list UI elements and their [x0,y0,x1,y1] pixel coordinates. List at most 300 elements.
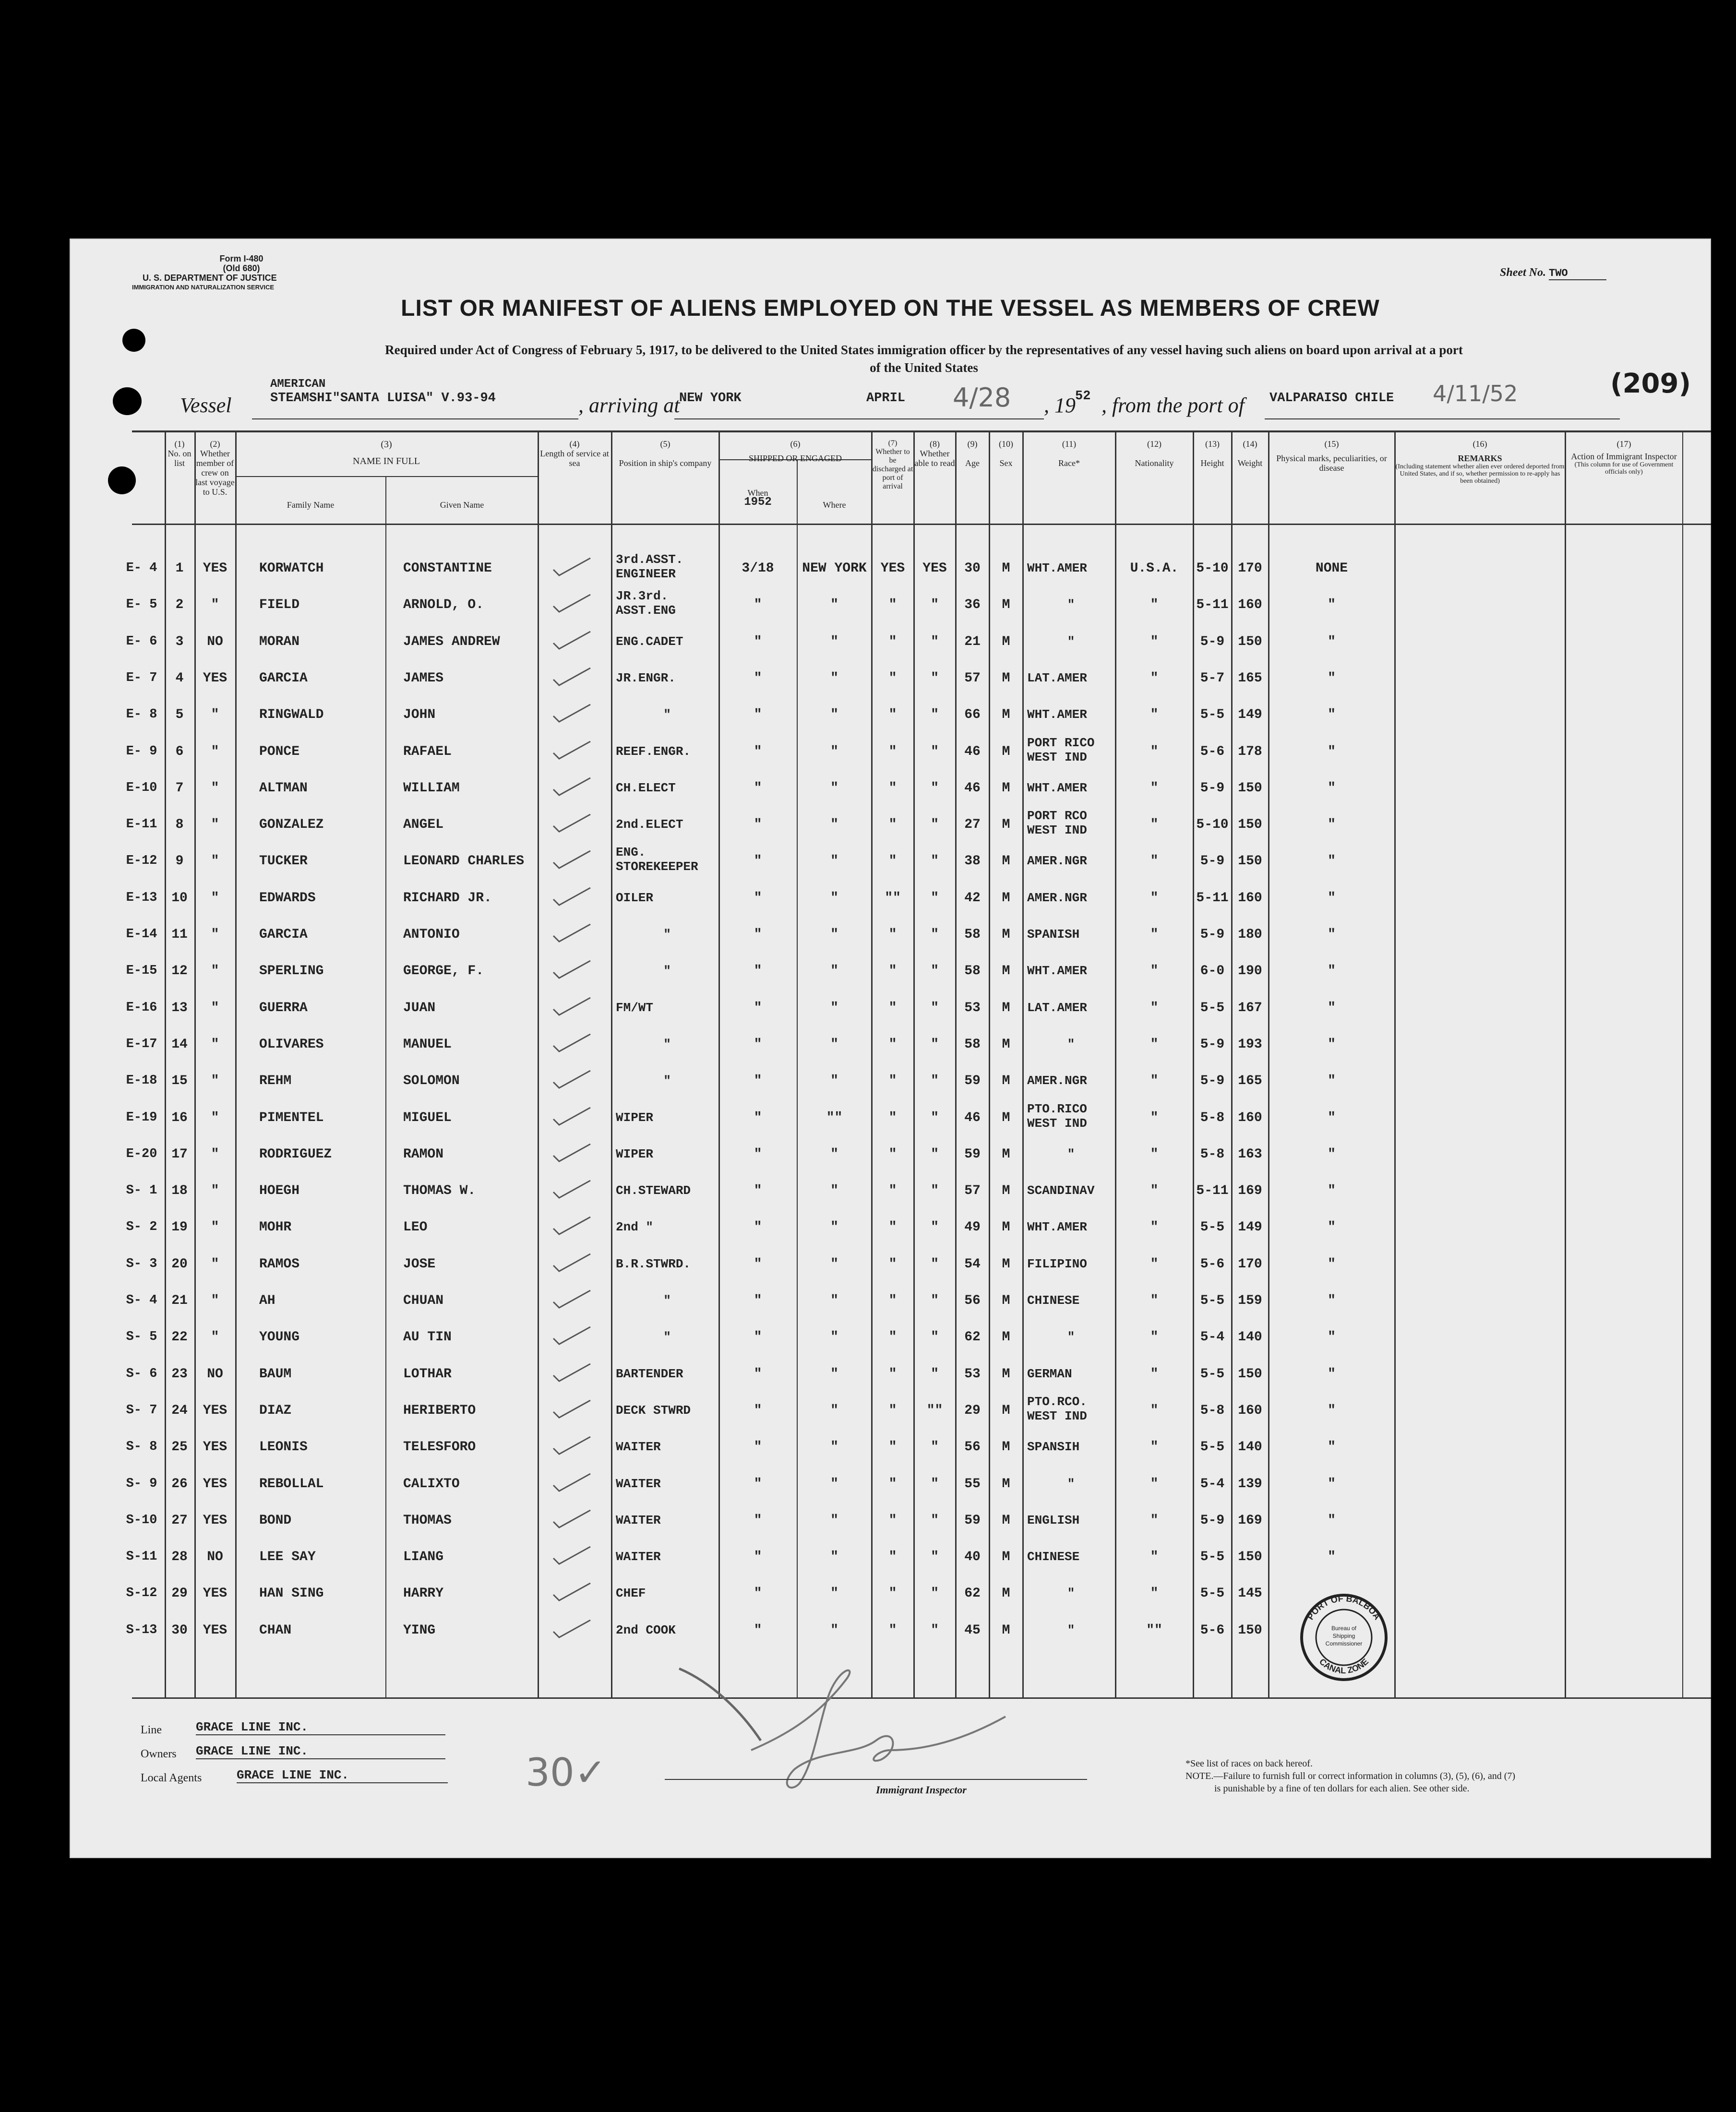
cell-crew: YES [203,561,227,576]
cell-when: " [754,597,762,613]
cell-where: " [830,927,838,942]
cell-wt: 149 [1238,1220,1262,1235]
cell-position: 2nd " [616,1220,654,1235]
cell-phys: " [1328,1293,1336,1308]
cell-where: " [830,670,838,686]
cell-dis: " [888,780,897,796]
service-check-mark [550,1544,593,1568]
cell-wt: 160 [1238,597,1262,613]
cell-nat: " [1150,1330,1159,1345]
cell-no: 29 [171,1586,188,1601]
cell-where: " [830,1330,838,1345]
cell-crew: " [211,854,219,869]
cell-family: REBOLLAL [259,1476,324,1492]
cell-dis: " [888,670,897,686]
cell-dis: "" [885,890,901,906]
cell-position: FM/WT [616,1000,654,1015]
cell-sex: M [1002,780,1010,796]
cell-wt: 150 [1238,854,1262,869]
cell-when: " [754,1586,762,1601]
cell-where: " [830,1586,838,1601]
cell-where: " [830,1074,838,1089]
cell-when: " [754,780,762,796]
cell-no: 25 [171,1440,188,1455]
cell-position: DECK STWRD [616,1403,691,1418]
header-divider [132,524,1711,525]
subhead-when: When 1952 [744,488,772,509]
cell-ht: 5-10 [1196,561,1229,576]
cell-when: " [754,634,762,649]
cell-family: GONZALEZ [259,817,324,833]
cell-crew: NO [207,1550,223,1565]
col-header-13: (13) Height [1200,439,1224,468]
cell-family: MORAN [259,634,300,649]
cell-race: WHT.AMER [1027,780,1087,795]
cell-position: ENGINEER [616,567,676,581]
cell-id: S-10 [126,1513,157,1527]
cell-id: E-20 [126,1146,157,1161]
cell-phys: " [1328,1183,1336,1199]
subhead-where: Where [823,500,846,510]
cell-id: E-16 [126,1000,157,1015]
cell-no: 28 [171,1550,188,1565]
cell-id: E-14 [126,927,157,942]
cell-nat: " [1150,670,1159,686]
cell-when: " [754,1000,762,1015]
cell-crew: " [211,817,219,833]
cell-phys: " [1328,1550,1336,1565]
service-check-mark [550,739,593,763]
cell-read: " [931,634,939,649]
line-value: GRACE LINE INC. [196,1720,445,1735]
cell-where: " [830,597,838,613]
owners-value: GRACE LINE INC. [196,1744,445,1759]
cell-nat: " [1150,707,1159,723]
cell-sex: M [1002,1550,1010,1565]
cell-given: SOLOMON [403,1074,460,1089]
service-check-mark [550,1288,593,1312]
cell-crew: " [211,1037,219,1052]
port-underline [1265,418,1620,419]
vessel-name: STEAMSHI"SANTA LUISA" V.93-94 [270,391,496,406]
cell-id: E-17 [126,1037,157,1051]
cell-ht: 5-9 [1200,1074,1225,1089]
cell-given: LOTHAR [403,1366,452,1382]
cell-wt: 178 [1238,744,1262,759]
cell-family: LEONIS [259,1440,308,1455]
cell-position: WAITER [616,1513,661,1527]
cell-id: E-19 [126,1110,157,1125]
cell-sex: M [1002,1586,1010,1601]
cell-wt: 170 [1238,561,1262,576]
cell-no: 6 [175,744,184,759]
cell-position: BARTENDER [616,1366,683,1381]
cell-family: RODRIGUEZ [259,1146,332,1162]
cell-dis: " [888,817,897,833]
cell-read: " [931,1146,939,1162]
cell-phys: " [1328,927,1336,942]
cell-wt: 165 [1238,1074,1262,1089]
cell-family: REHM [259,1074,292,1089]
cell-race: " [1067,1146,1075,1161]
cell-dis: " [888,1366,897,1382]
service-check-mark [550,1251,593,1275]
cell-given: JAMES ANDREW [403,634,500,649]
cell-dis: " [888,597,897,613]
cell-read: " [931,1074,939,1089]
cell-sex: M [1002,1037,1010,1052]
cell-position: CHEF [616,1586,646,1601]
cell-wt: 140 [1238,1330,1262,1345]
cell-phys: " [1328,780,1336,796]
cell-read: " [931,964,939,979]
cell-no: 5 [175,707,184,723]
cell-crew: YES [203,1403,227,1418]
cell-read: " [931,1366,939,1382]
cell-where: " [830,1000,838,1015]
cell-no: 20 [171,1256,188,1272]
cell-id: E- 9 [126,744,157,759]
cell-crew: " [211,1146,219,1162]
cell-family: BOND [259,1513,292,1528]
cell-race: FILIPINO [1027,1256,1087,1271]
departure-date-handwritten: 4/11/52 [1433,381,1518,406]
cell-dis: " [888,854,897,869]
service-check-mark [550,995,593,1019]
cell-id: S- 7 [126,1403,157,1418]
cell-given: LEONARD CHARLES [403,854,525,869]
col-header-12: (12) Nationality [1135,439,1174,468]
cell-when: " [754,964,762,979]
cell-nat: " [1150,1037,1159,1052]
col-header-15: (15) Physical marks, peculiarities, or disease [1276,439,1387,473]
cell-family: RINGWALD [259,707,324,723]
cell-id: E- 7 [126,670,157,685]
cell-crew: NO [207,634,223,649]
cell-age: 29 [964,1403,981,1418]
cell-given: ANTONIO [403,927,460,942]
cell-position: CH.ELECT [616,780,676,795]
cell-given: RAFAEL [403,744,452,759]
cell-position: WIPER [616,1146,654,1161]
service-check-mark [550,1031,593,1055]
cell-position: 2nd.ELECT [616,817,683,832]
cell-age: 46 [964,780,981,796]
cell-ht: 5-11 [1196,597,1229,613]
crew-table [132,430,1711,1699]
cell-where: " [830,1183,838,1199]
cell-no: 11 [171,927,188,942]
cell-crew: YES [203,1476,227,1492]
cell-dis: " [888,1110,897,1125]
vessel-prefix: AMERICAN [270,378,326,391]
arrival-day-handwritten: 4/28 [953,382,1011,413]
port-stamp [1298,1592,1389,1683]
cell-phys: " [1328,1074,1336,1089]
cell-crew: YES [203,1586,227,1601]
service-check-mark [550,1434,593,1458]
cell-race: SPANSIH [1027,1440,1080,1455]
sheet-value: TWO [1549,267,1606,280]
note-races: *See list of races on back hereof. [1185,1758,1313,1769]
cell-family: OLIVARES [259,1037,324,1052]
cell-wt: 139 [1238,1476,1262,1492]
cell-read: " [931,1550,939,1565]
service-check-mark [550,1471,593,1495]
service-check-mark [550,555,593,579]
cell-position: " [663,1293,671,1308]
cell-family: RAMOS [259,1256,300,1272]
cell-wt: 150 [1238,1550,1262,1565]
cell-race: WHT.AMER [1027,707,1087,722]
cell-sex: M [1002,1330,1010,1345]
cell-race: WHT.AMER [1027,964,1087,978]
cell-when: " [754,1256,762,1272]
cell-race: SPANISH [1027,927,1080,942]
cell-when: " [754,1037,762,1052]
cell-dis: " [888,964,897,979]
cell-sex: M [1002,1220,1010,1235]
cell-family: YOUNG [259,1330,300,1345]
cell-sex: M [1002,1146,1010,1162]
service-check-mark [550,629,593,653]
arriving-label: , arriving at [578,394,680,417]
cell-position: " [663,1037,671,1051]
cell-wt: 180 [1238,927,1262,942]
cell-position: " [663,964,671,978]
stamp-top-text: PORT OF BALBOA [1305,1593,1382,1622]
cell-ht: 5-9 [1200,1513,1225,1528]
cell-nat: " [1150,1476,1159,1492]
cell-nat: " [1150,1183,1159,1199]
service-check-mark [550,1324,593,1348]
cell-wt: 160 [1238,1403,1262,1418]
service-check-mark [550,1580,593,1604]
cell-nat: " [1150,1110,1159,1125]
cell-where: " [830,1440,838,1455]
cell-position: REEF.ENGR. [616,744,691,759]
vessel-label: Vessel [180,394,232,417]
cell-no: 24 [171,1403,188,1418]
service-check-mark [550,811,593,835]
cell-position: WAITER [616,1550,661,1564]
cell-sex: M [1002,707,1010,723]
cell-dis: " [888,1440,897,1455]
cell-crew: " [211,1293,219,1308]
cell-no: 10 [171,890,188,906]
service-check-mark [550,775,593,799]
cell-crew: " [211,1183,219,1199]
cell-id: S-13 [126,1623,157,1637]
cell-sex: M [1002,1110,1010,1125]
cell-read: YES [922,561,947,576]
service-check-mark [550,848,593,872]
owners-label: Owners [141,1748,177,1760]
note-fine-1: NOTE.—Failure to furnish full or correct information in columns (3), (5), (6), and (7) [1185,1771,1516,1781]
stamp-bottom-text: CANAL ZONE [1317,1657,1371,1676]
inspector-label: Immigrant Inspector [876,1784,967,1796]
service-check-mark [550,1361,593,1385]
cell-no: 23 [171,1366,188,1382]
cell-given: AU TIN [403,1330,452,1345]
cell-wt: 193 [1238,1037,1262,1052]
cell-read: " [931,1293,939,1308]
cell-family: PONCE [259,744,300,759]
service-check-mark [550,1397,593,1421]
cell-family: EDWARDS [259,890,316,906]
col-header-17: (17) Action of Immigrant Inspector (This column for use of Government officials only) [1571,439,1677,476]
cell-id: S- 9 [126,1476,157,1491]
cell-nat: " [1150,597,1159,613]
cell-crew: YES [203,670,227,686]
cell-id: E- 6 [126,634,157,649]
col-header-7: (7) Whether to be discharged at port of arrival [872,439,913,490]
col-header-8: (8) Whether able to read [914,439,955,468]
cell-when: " [754,1330,762,1345]
cell-age: 42 [964,890,981,906]
cell-no: 26 [171,1476,188,1492]
cell-ht: 5-4 [1200,1330,1225,1345]
cell-sex: M [1002,964,1010,979]
cell-no: 3 [175,634,184,649]
cell-position: WAITER [616,1440,661,1455]
sheet-number [1500,266,1606,280]
cell-id: S- 6 [126,1366,157,1381]
cell-crew: YES [203,1440,227,1455]
cell-age: 46 [964,1110,981,1125]
service-name: IMMIGRATION AND NATURALIZATION SERVICE [132,284,275,291]
cell-family: FIELD [259,597,300,613]
cell-nat: " [1150,817,1159,833]
subhead-family-name: Family Name [287,500,335,510]
cell-no: 27 [171,1513,188,1528]
cell-given: YING [403,1623,436,1638]
cell-where: " [830,854,838,869]
service-check-mark [550,1105,593,1129]
cell-read: " [931,1586,939,1601]
cell-given: JAMES [403,670,444,686]
cell-race: CHINESE [1027,1293,1080,1308]
service-check-mark [550,702,593,726]
stamp-line-2: Bureau of [1331,1625,1357,1632]
cell-race: ENGLISH [1027,1513,1080,1527]
service-check-mark [550,1141,593,1165]
cell-given: THOMAS W. [403,1183,476,1199]
cell-dis: " [888,1220,897,1235]
cell-nat: " [1150,1586,1159,1601]
cell-family: ALTMAN [259,780,308,796]
cell-age: 56 [964,1440,981,1455]
cell-nat: " [1150,1403,1159,1418]
cell-family: GARCIA [259,927,308,942]
line-label: Line [141,1724,162,1736]
cell-family: SPERLING [259,964,324,979]
cell-race: WEST IND [1027,750,1087,764]
cell-crew: " [211,597,219,613]
cell-family: GUERRA [259,1000,308,1015]
cell-when: " [754,1623,762,1638]
cell-age: 59 [964,1146,981,1162]
arrival-month: APRIL [866,391,906,406]
punch-hole [122,329,145,352]
cell-race: " [1067,1586,1075,1601]
cell-id: E-15 [126,964,157,978]
cell-ht: 5-5 [1200,1293,1225,1308]
cell-race: GERMAN [1027,1366,1072,1381]
cell-sex: M [1002,1183,1010,1199]
department-name: U. S. DEPARTMENT OF JUSTICE [143,273,277,283]
cell-sex: M [1002,1513,1010,1528]
cell-given: CHUAN [403,1293,444,1308]
service-check-mark [550,592,593,616]
cell-when: " [754,744,762,759]
cell-wt: 170 [1238,1256,1262,1272]
cell-read: " [931,927,939,942]
cell-nat: " [1150,1074,1159,1089]
cell-ht: 5-5 [1200,707,1225,723]
cell-no: 12 [171,964,188,979]
cell-no: 19 [171,1220,188,1235]
cell-crew: " [211,707,219,723]
cell-wt: 160 [1238,890,1262,906]
cell-phys: " [1328,1110,1336,1125]
col-header-6: (6) SHIPPED OR ENGAGED [748,439,842,463]
cell-phys: " [1328,1330,1336,1345]
cell-family: HAN SING [259,1586,324,1601]
cell-position-line-1: 3rd.ASST. [616,552,683,567]
cell-age: 45 [964,1623,981,1638]
cell-dis: " [888,1074,897,1089]
cell-when: " [754,817,762,833]
cell-crew: " [211,1330,219,1345]
cell-no: 22 [171,1330,188,1345]
col-header-3: (3) NAME IN FULL [353,439,420,466]
cell-family: GARCIA [259,670,308,686]
cell-nat: " [1150,927,1159,942]
cell-position: WIPER [616,1110,654,1125]
cell-age: 56 [964,1293,981,1308]
handwritten-count: 30✓ [526,1750,607,1795]
cell-dis: " [888,1000,897,1015]
cell-phys: " [1328,744,1336,759]
cell-where: " [830,1623,838,1638]
cell-where: " [830,1476,838,1492]
cell-wt: 150 [1238,1366,1262,1382]
cell-where: " [830,1146,838,1162]
cell-no: 9 [175,854,184,869]
service-check-mark [550,885,593,909]
page-title: LIST OR MANIFEST OF ALIENS EMPLOYED ON THE VESSEL AS MEMBERS OF CREW [401,296,1380,321]
cell-no: 8 [175,817,184,833]
cell-sex: M [1002,670,1010,686]
cell-given: HERIBERTO [403,1403,476,1418]
cell-race: WEST IND [1027,1408,1087,1423]
cell-wt: 140 [1238,1440,1262,1455]
cell-no: 13 [171,1000,188,1015]
cell-ht: 5-10 [1196,817,1229,833]
cell-race: CHINESE [1027,1550,1080,1564]
cell-given: CONSTANTINE [403,561,492,576]
cell-dis: " [888,927,897,942]
cell-read: " [931,744,939,759]
cell-race: LAT.AMER [1027,1000,1087,1015]
cell-no: 16 [171,1110,188,1125]
cell-ht: 5-11 [1196,1183,1229,1199]
cell-when: " [754,1440,762,1455]
cell-ht: 5-8 [1200,1403,1225,1418]
cell-nat: " [1150,744,1159,759]
stamp-line-4: Commissioner [1325,1640,1363,1647]
